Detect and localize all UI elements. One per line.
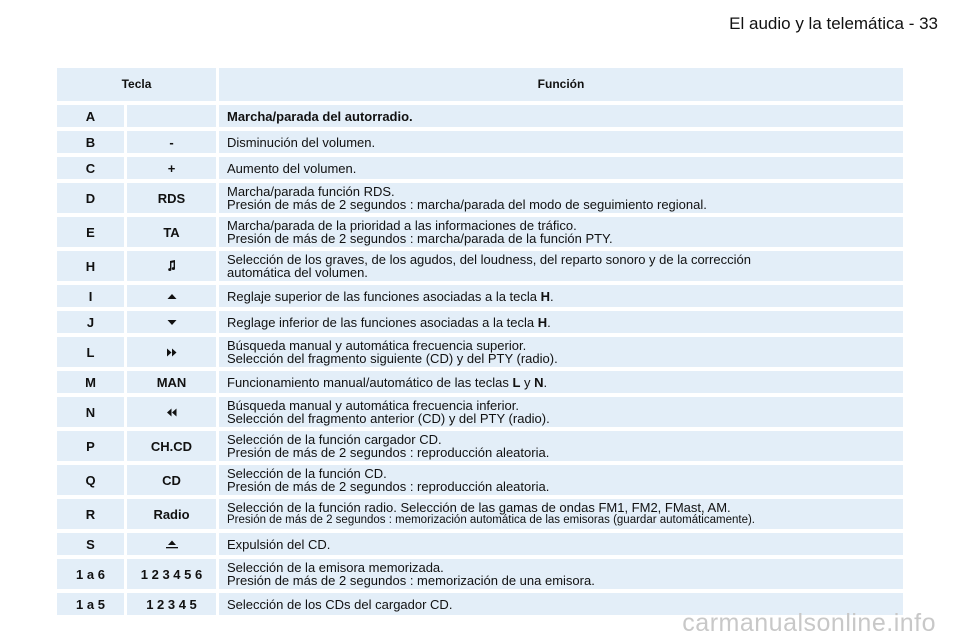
table-row (57, 533, 903, 555)
table-row (57, 559, 903, 589)
page-header: El audio y la telemática - 33 (729, 14, 938, 33)
function-line: Marcha/parada del autorradio. (227, 108, 413, 124)
function-line (227, 376, 547, 389)
function-cell (219, 105, 903, 127)
table-row (57, 499, 903, 529)
function-text: Funcionamiento manual/automático de las teclas (227, 374, 513, 390)
label-cell: Radio (127, 499, 216, 529)
function-line: Selección del fragmento anterior (CD) y del PTY (radio). (227, 411, 550, 426)
key-ref: L (512, 374, 521, 390)
table-row (57, 431, 903, 461)
label-cell: MAN (127, 371, 216, 393)
function-line: Presión de más de 2 segundos : marcha/parada de la función PTY. (227, 231, 613, 246)
header-key: Tecla (57, 68, 216, 101)
function-text: Reglaje superior de las funciones asociadas a la tecla (227, 288, 541, 304)
function-line: Selección de los CDs del cargador CD. (227, 596, 453, 612)
label-cell: RDS (127, 183, 216, 213)
function-line: Selección de la función CD. (227, 466, 387, 481)
key-cell: R (57, 499, 124, 529)
function-cell (219, 431, 903, 461)
function-text: . (543, 374, 548, 390)
function-line: Presión de más de 2 segundos : memorización de una emisora. (227, 573, 595, 588)
table-row (57, 285, 903, 307)
function-line: Expulsión del CD. (227, 536, 331, 552)
key-cell: 1 a 5 (57, 593, 124, 615)
arrow-down-icon (127, 311, 216, 333)
function-line: Selección de los graves, de los agudos, del loudness, del reparto sonoro y de la corrección (227, 252, 751, 267)
function-line: Presión de más de 2 segundos : marcha/parada del modo de seguimiento regional. (227, 197, 707, 212)
function-cell (219, 499, 903, 529)
key-cell: I (57, 285, 124, 307)
label-cell: TA (127, 217, 216, 247)
key-cell: C (57, 157, 124, 179)
function-line: Marcha/parada de la prioridad a las informaciones de tráfico. (227, 218, 577, 233)
table-header-row (57, 68, 903, 101)
function-cell (219, 533, 903, 555)
music-note-icon (127, 251, 216, 281)
table-row (57, 131, 903, 153)
function-line: Presión de más de 2 segundos : memorización automática de las emisoras (guardar automáticamente). (227, 514, 755, 526)
key-cell: S (57, 533, 124, 555)
table-row (57, 157, 903, 179)
function-cell (219, 183, 903, 213)
function-line: Selección de la función radio. Selección de las gamas de ondas FM1, FM2, FMast, AM. (227, 500, 731, 515)
key-cell: N (57, 397, 124, 427)
key-ref: H (537, 314, 548, 330)
function-text: Reglage inferior de las funciones asociadas a la tecla (227, 314, 538, 330)
function-cell (219, 465, 903, 495)
function-line: Presión de más de 2 segundos : reproducción aleatoria. (227, 479, 550, 494)
label-cell: CH.CD (127, 431, 216, 461)
function-text: y (520, 374, 535, 390)
label-cell: CD (127, 465, 216, 495)
header-function: Función (219, 68, 903, 101)
eject-icon (127, 533, 216, 555)
function-cell (219, 397, 903, 427)
label-cell (127, 105, 216, 127)
function-line (227, 316, 551, 329)
key-cell: D (57, 183, 124, 213)
function-cell (219, 559, 903, 589)
key-cell: P (57, 431, 124, 461)
key-cell: A (57, 105, 124, 127)
function-line: Búsqueda manual y automática frecuencia superior. (227, 338, 527, 353)
key-cell: Q (57, 465, 124, 495)
function-line: Búsqueda manual y automática frecuencia inferior. (227, 398, 519, 413)
function-cell (219, 337, 903, 367)
label-cell: - (127, 131, 216, 153)
function-cell (219, 217, 903, 247)
key-ref: N (534, 374, 544, 390)
table-row (57, 337, 903, 367)
table-row (57, 397, 903, 427)
function-cell (219, 311, 903, 333)
label-cell: 1 2 3 4 5 6 (127, 559, 216, 589)
table-row (57, 183, 903, 213)
key-cell: L (57, 337, 124, 367)
label-cell: 1 2 3 4 5 (127, 593, 216, 615)
key-cell: E (57, 217, 124, 247)
function-line: Disminución del volumen. (227, 134, 376, 150)
table-row (57, 371, 903, 393)
function-line (227, 290, 554, 303)
function-text: . (547, 314, 551, 330)
arrow-up-icon (127, 285, 216, 307)
function-line: Marcha/parada función RDS. (227, 184, 395, 199)
function-cell (219, 371, 903, 393)
function-cell (219, 131, 903, 153)
function-cell (219, 285, 903, 307)
watermark: carmanualsonline.info (682, 609, 936, 637)
table-row (57, 251, 903, 281)
function-table (57, 68, 903, 619)
function-text: . (550, 288, 554, 304)
table-row (57, 311, 903, 333)
key-cell: H (57, 251, 124, 281)
key-cell: M (57, 371, 124, 393)
table-row (57, 217, 903, 247)
key-cell: 1 a 6 (57, 559, 124, 589)
key-ref: H (540, 288, 551, 304)
label-cell: + (127, 157, 216, 179)
key-cell: J (57, 311, 124, 333)
fast-forward-icon (127, 337, 216, 367)
function-line: automática del volumen. (227, 265, 368, 280)
key-cell: B (57, 131, 124, 153)
table-row (57, 465, 903, 495)
function-line: Selección de la emisora memorizada. (227, 560, 444, 575)
function-line: Selección del fragmento siguiente (CD) y del PTY (radio). (227, 351, 558, 366)
rewind-icon (127, 397, 216, 427)
table-row (57, 105, 903, 127)
function-cell (219, 251, 903, 281)
function-cell (219, 157, 903, 179)
function-line: Presión de más de 2 segundos : reproducción aleatoria. (227, 445, 550, 460)
function-line: Selección de la función cargador CD. (227, 432, 442, 447)
function-line: Aumento del volumen. (227, 160, 357, 176)
